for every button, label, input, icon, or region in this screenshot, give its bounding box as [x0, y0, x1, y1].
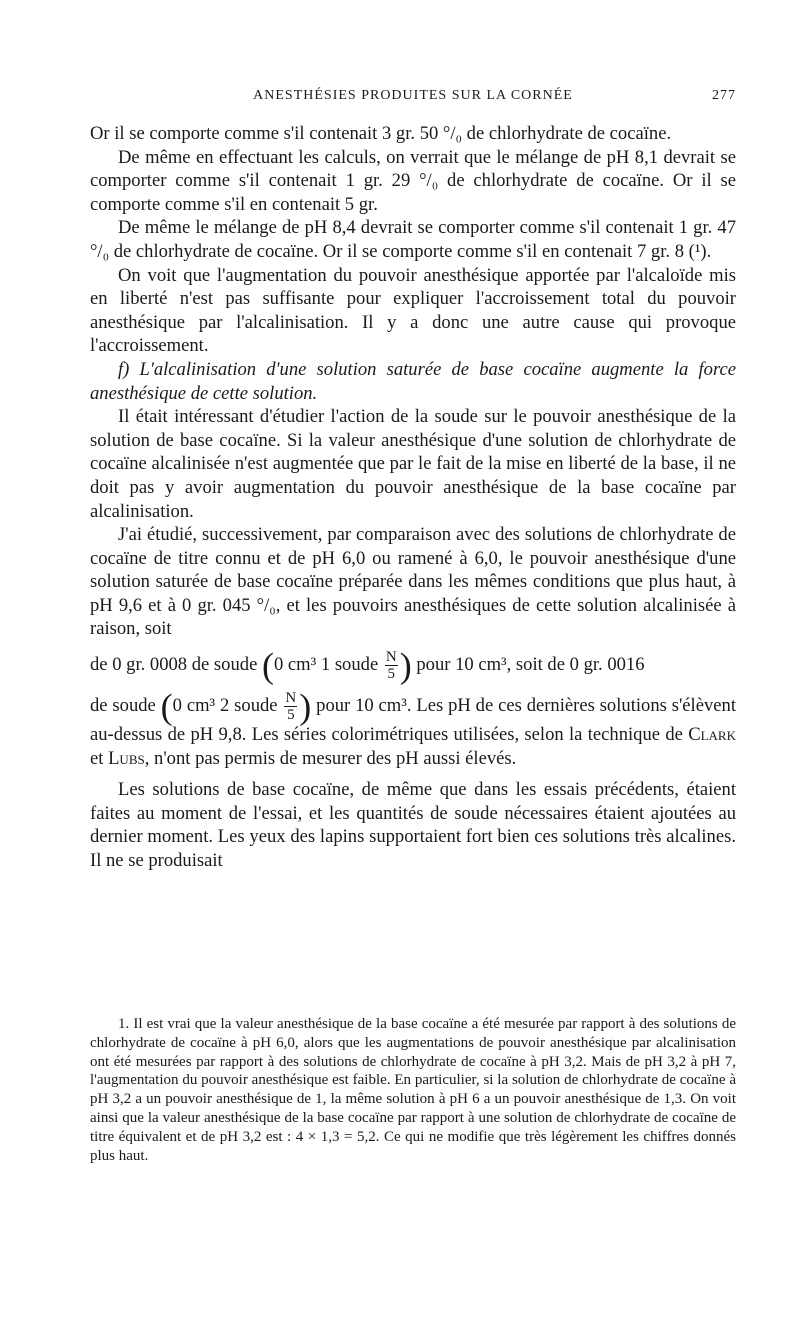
paragraph-7: Les solutions de base cocaïne, de même que dans les essais précédents, étaient faites au moment de l'essai, et les quantités de soude nécessaires étaient ajoutées au dernier moment. Les yeux des lapins supportaient fort bien ces solutions très alcalines. Il ne se produisait [90, 779, 736, 872]
paragraph-3: De même le mélange de pH 8,4 devrait se comporter comme s'il contenait 1 gr. 47 °/₀ de chlorhydrate de cocaïne. Or il se comporte comme s'il en contenait 7 gr. 8 (¹). [90, 217, 736, 262]
open-paren: ( [261, 645, 274, 686]
fraction-denominator: 5 [387, 666, 396, 683]
footnote-1: 1. Il est vrai que la valeur anesthésique de la base cocaïne a été mesurée par rapport à des solutions de chlorhydrate de cocaïne à pH 6,0, alors que les augmentations de pouvoir anesthésique par alcalinisation ont été mesurées par rapport à des solutions de chlorhydrate de cocaïne à pH 3,2. Mais de pH 3,2 à pH 7, l'augmentation du pouvoir anesthésique est faible. En particulier, si la solution de chlorhydrate de cocaïne à pH 3,2 a un pouvoir anesthésique de 1, la même solution à pH 6 a un pouvoir anesthésique de 1,3. On voit ainsi que la valeur anesthésique de la base cocaïne par rapport à une solution de chlorhydrate de cocaïne de titre équivalent et de pH 3,2 est : 4 × 1,3 = 5,2. Ce qui ne modifie que très légèrement les chiffres donnés plus haut. [90, 1016, 736, 1164]
author-lubs: Lubs [108, 747, 145, 769]
running-header [90, 88, 736, 112]
formula-1-quantity: 0 cm³ 1 soude [273, 653, 379, 675]
running-title: ANESTHÉSIES PRODUITES SUR LA CORNÉE [253, 88, 573, 103]
paragraph-4: On voit que l'augmentation du pouvoir anesthésique apportée par l'alcaloïde mis en liberté n'est pas suffisante pour expliquer l'accroissement total du pouvoir anesthésique par l'alcalinisation. Il y a donc une autre cause qui provoque l'accroissement. [90, 264, 736, 357]
close-paren: ) [399, 645, 412, 686]
formula-2-end: , n'ont pas permis de mesurer des pH aussi élevés. [144, 747, 517, 769]
formula-2-quantity: 0 cm³ 2 soude [172, 694, 278, 716]
paragraph-2: De même en effectuant les calculs, on verrait que le mélange de pH 8,1 devrait se comporter comme s'il contenait 1 gr. 29 °/₀ de chlorhydrate de cocaïne. Or il se comporte comme s'il en contenait 5 gr. [90, 146, 736, 215]
fraction-numerator: N [285, 690, 297, 707]
open-paren: ( [160, 686, 173, 727]
formula-line-1 [90, 645, 736, 686]
paragraph-6: J'ai étudié, successivement, par comparaison avec des solutions de chlorhydrate de cocaïne de titre connu et de pH 6,0 ou ramené à 6,0, le pouvoir anesthésique d'une solution saturée de base cocaïne préparée dans les mêmes conditions que plus haut, à pH 9,6 et à 0 gr. 045 °/₀, et les pouvoirs anesthésiques de cette solution alcalinisée à raison, soit [90, 524, 736, 640]
fraction-n-over-5 [284, 690, 297, 723]
paragraph-1: Or il se comporte comme s'il contenait 3 gr. 50 °/₀ de chlorhydrate de cocaïne. [90, 123, 672, 144]
fraction-numerator: N [385, 649, 397, 666]
formula-2-tail: pour 10 cm³. Les pH de ces dernières solutions s'élèvent au-dessus de pH 9,8. Les séries colorimétriques utilisées, selon la technique de [90, 694, 736, 746]
formula-line-2 [90, 686, 736, 770]
conjunction-et: et [90, 747, 104, 769]
paragraph-5: Il était intéressant d'étudier l'action de la soude sur le pouvoir anesthésique de la solution de base cocaïne. Si la valeur anesthésique d'une solution de chlorhydrate de cocaïne alcalinisée n'est augmentée que par le fait de la mise en liberté de la base, il ne doit pas y avoir augmentation du pouvoir anesthésique de la base cocaïne par alcalinisation. [90, 406, 736, 522]
fraction-n-over-5 [385, 649, 398, 682]
footnotes [90, 1015, 736, 1165]
page-number: 277 [712, 88, 736, 103]
formula-1-tail: pour 10 cm³, soit de 0 gr. 0016 [416, 653, 645, 675]
fraction-denominator: 5 [287, 707, 295, 724]
formula-1-lead: de 0 gr. 0008 de soude [90, 653, 258, 675]
body-text [90, 122, 736, 873]
formula-2-lead: de soude [90, 694, 156, 716]
section-heading-f-text: f) L'alcalinisation d'une solution saturée de base cocaïne augmente la force anesthésique de cette solution. [90, 358, 736, 404]
section-heading-f [90, 358, 736, 405]
close-paren: ) [299, 686, 312, 727]
author-clark: Clark [688, 724, 736, 746]
